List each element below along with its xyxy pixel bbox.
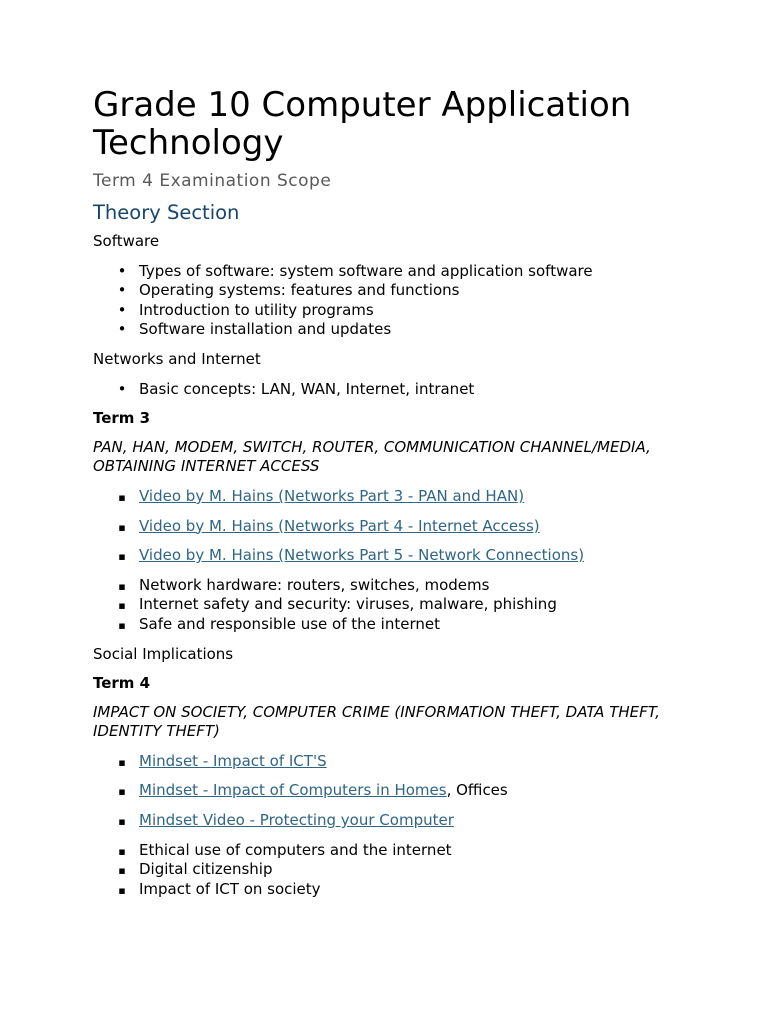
mindset-link-protecting-computer[interactable]: Mindset Video - Protecting your Computer xyxy=(139,811,454,830)
social-links xyxy=(93,752,693,831)
list-item xyxy=(93,781,693,801)
networks-links xyxy=(93,487,693,566)
bullet-icon xyxy=(115,380,129,400)
bullet-icon xyxy=(115,487,129,508)
bullet-icon xyxy=(115,860,129,881)
term4-topics: IMPACT ON SOCIETY, COMPUTER CRIME (INFORMATION THEFT, DATA THEFT, IDENTITY THEFT) xyxy=(93,702,660,741)
list-item xyxy=(93,752,693,772)
video-link-networks-part3[interactable]: Video by M. Hains (Networks Part 3 - PAN and HAN) xyxy=(139,486,525,505)
list-item: ▪ Ethical use of computers and the internet xyxy=(93,841,693,861)
networks-more-list xyxy=(93,576,693,635)
bullet-icon xyxy=(115,517,129,538)
term3-label: Term 3 xyxy=(93,409,151,428)
list-item: • Introduction to utility programs xyxy=(93,301,693,321)
mindset-link-impact-ict[interactable]: Mindset - Impact of ICT'S xyxy=(139,751,327,770)
bullet-icon xyxy=(115,262,129,282)
list-item: • Software installation and updates xyxy=(93,320,693,340)
list-item: ▪ Network hardware: routers, switches, modems xyxy=(93,576,693,596)
bullet-icon xyxy=(115,320,129,340)
list-item xyxy=(93,487,693,507)
bullet-icon xyxy=(115,781,129,802)
list-item xyxy=(93,546,693,566)
list-item: • Operating systems: features and functions xyxy=(93,281,693,301)
software-list xyxy=(93,262,693,340)
list-item: • Types of software: system software and application software xyxy=(93,262,693,282)
list-item: ▪ Impact of ICT on society xyxy=(93,880,693,900)
bullet-icon xyxy=(115,880,129,901)
list-item: ▪ Digital citizenship xyxy=(93,860,693,880)
section-heading-theory: Theory Section xyxy=(93,201,240,224)
list-item xyxy=(93,811,693,831)
bullet-icon xyxy=(115,841,129,862)
list-item: • Basic concepts: LAN, WAN, Internet, intranet xyxy=(93,380,693,400)
list-item: ▪ Safe and responsible use of the internet xyxy=(93,615,693,635)
networks-list xyxy=(93,380,693,400)
list-item xyxy=(93,517,693,537)
document-page xyxy=(93,86,693,899)
term4-label: Term 4 xyxy=(93,674,151,693)
bullet-icon xyxy=(115,301,129,321)
social-heading: Social Implications xyxy=(93,644,234,663)
bullet-icon xyxy=(115,546,129,567)
document-title: Grade 10 Computer Application Technology xyxy=(93,85,632,163)
mindset-link-computers-homes[interactable]: Mindset - Impact of Computers in Homes xyxy=(139,781,447,800)
list-item: ▪ Internet safety and security: viruses, malware, phishing xyxy=(93,595,693,615)
term3-topics: PAN, HAN, MODEM, SWITCH, ROUTER, COMMUNICATION CHANNEL/MEDIA, OBTAINING INTERNET ACCESS xyxy=(93,437,651,476)
video-link-networks-part4[interactable]: Video by M. Hains (Networks Part 4 - Internet Access) xyxy=(139,516,540,535)
software-heading: Software xyxy=(93,232,160,250)
bullet-icon xyxy=(115,576,129,597)
social-more-list xyxy=(93,841,693,900)
bullet-icon xyxy=(115,615,129,636)
bullet-icon xyxy=(115,595,129,616)
bullet-icon xyxy=(115,811,129,832)
bullet-icon xyxy=(115,752,129,773)
document-subtitle: Term 4 Examination Scope xyxy=(93,171,332,191)
networks-heading: Networks and Internet xyxy=(93,349,261,368)
video-link-networks-part5[interactable]: Video by M. Hains (Networks Part 5 - Network Connections) xyxy=(139,546,585,565)
link-suffix-offices: , Offices xyxy=(446,781,508,800)
bullet-icon xyxy=(115,281,129,301)
